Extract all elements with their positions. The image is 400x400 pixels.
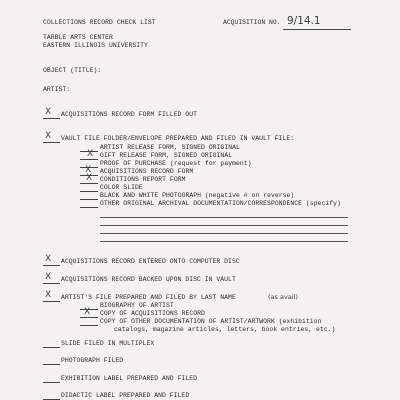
- check-mark: X: [87, 149, 94, 159]
- check-mark: X: [45, 272, 52, 282]
- sub-item-artist-release: ARTIST RELEASE FORM, SIGNED ORIGINAL: [100, 144, 240, 151]
- institution-name: TARBLE ARTS CENTER: [43, 34, 113, 41]
- acquisition-number-line: [283, 29, 351, 30]
- object-title-label: OBJECT (TITLE):: [43, 67, 102, 74]
- acquisition-number-label: ACQUISITION NO.: [223, 19, 281, 26]
- item-artist-file: ARTIST'S FILE PREPARED AND FILED BY LAST NAME: [61, 294, 236, 301]
- sub-item-bw-photograph: BLACK AND WHITE PHOTOGRAPH (negative # on reverse): [100, 192, 295, 199]
- checkbox-line: [80, 199, 98, 200]
- check-mark: X: [45, 131, 52, 141]
- sub-item-other-documentation: OTHER ORIGINAL ARCHIVAL DOCUMENTATION/CORRESPONDENCE (specify): [100, 200, 341, 207]
- institution-university: EASTERN ILLINOIS UNIVERSITY: [43, 42, 148, 49]
- check-mark: X: [84, 307, 91, 317]
- checkbox-line: [80, 325, 98, 326]
- sub-item-gift-release: GIFT RELEASE FORM, SIGNED ORIGINAL: [100, 152, 233, 159]
- item-vault-file: VAULT FILE FOLDER/ENVELOPE PREPARED AND FILED IN VAULT FILE:: [61, 135, 295, 142]
- sub-item-color-slide: COLOR SLIDE: [100, 184, 143, 191]
- sub-item-acquisitions-form: ACQUISITIONS RECORD FORM: [100, 168, 194, 175]
- check-mark: X: [85, 165, 92, 175]
- checkbox-line: [43, 364, 60, 365]
- checkbox-line: [43, 118, 60, 119]
- checkbox-line: [43, 382, 60, 383]
- check-mark: X: [45, 107, 52, 117]
- item-exhibition-label: EXHIBITION LABEL PREPARED AND FILED: [61, 375, 197, 382]
- artist-file-annotation: (as avail): [268, 293, 298, 301]
- specify-line: [100, 225, 348, 226]
- item-acquisitions-record-form: ACQUISITIONS RECORD FORM FILLED OUT: [61, 111, 197, 118]
- checkbox-line: [80, 207, 98, 208]
- checkbox-line: [80, 159, 98, 160]
- sub-item-proof-of-purchase: PROOF OF PURCHASE (request for payment): [100, 160, 252, 167]
- item-didactic-label: DIDACTIC LABEL PREPARED AND FILED: [61, 392, 190, 399]
- checkbox-line: [80, 191, 98, 192]
- check-mark: X: [86, 173, 93, 183]
- checkbox-line: [43, 301, 60, 302]
- sub-item-copy-acquisitions: COPY OF ACQUISITIONS RECORD: [100, 310, 205, 317]
- checkbox-line: [43, 283, 60, 284]
- sub-item-conditions-report: CONDITIONS REPORT FORM: [100, 176, 186, 183]
- artist-label: ARTIST:: [43, 86, 71, 93]
- specify-line: [100, 233, 348, 234]
- checkbox-line: [43, 142, 60, 143]
- checkbox-line: [43, 265, 60, 266]
- sub-item-biography: BIOGRAPHY OF ARTIST: [100, 302, 174, 309]
- item-photograph-filed: PHOTOGRAPH FILED: [61, 357, 124, 364]
- checkbox-line: [80, 183, 98, 184]
- checkbox-line: [43, 347, 60, 348]
- check-mark: X: [45, 254, 52, 264]
- check-mark: X: [45, 290, 52, 300]
- specify-line: [100, 217, 348, 218]
- item-computer-disc: ACQUISITIONS RECORD ENTERED ONTO COMPUTER DISC: [61, 258, 240, 265]
- acquisition-number-value: 9/14.1: [287, 15, 321, 27]
- sub-item-other-documentation-artist: COPY OF OTHER DOCUMENTATION OF ARTIST/ARTWORK (exhibition: [100, 318, 322, 325]
- sub-item-continuation: catalogs, magazine articles, letters, book entries, etc.): [114, 326, 336, 333]
- item-backup-disc: ACQUISITIONS RECORD BACKED UPON DISC IN VAULT: [61, 276, 236, 283]
- specify-line: [100, 241, 348, 242]
- item-slide-filed: SLIDE FILED IN MULTIPLEX: [61, 340, 155, 347]
- checkbox-line: [80, 317, 98, 318]
- document-title: COLLECTIONS RECORD CHECK LIST: [43, 19, 156, 26]
